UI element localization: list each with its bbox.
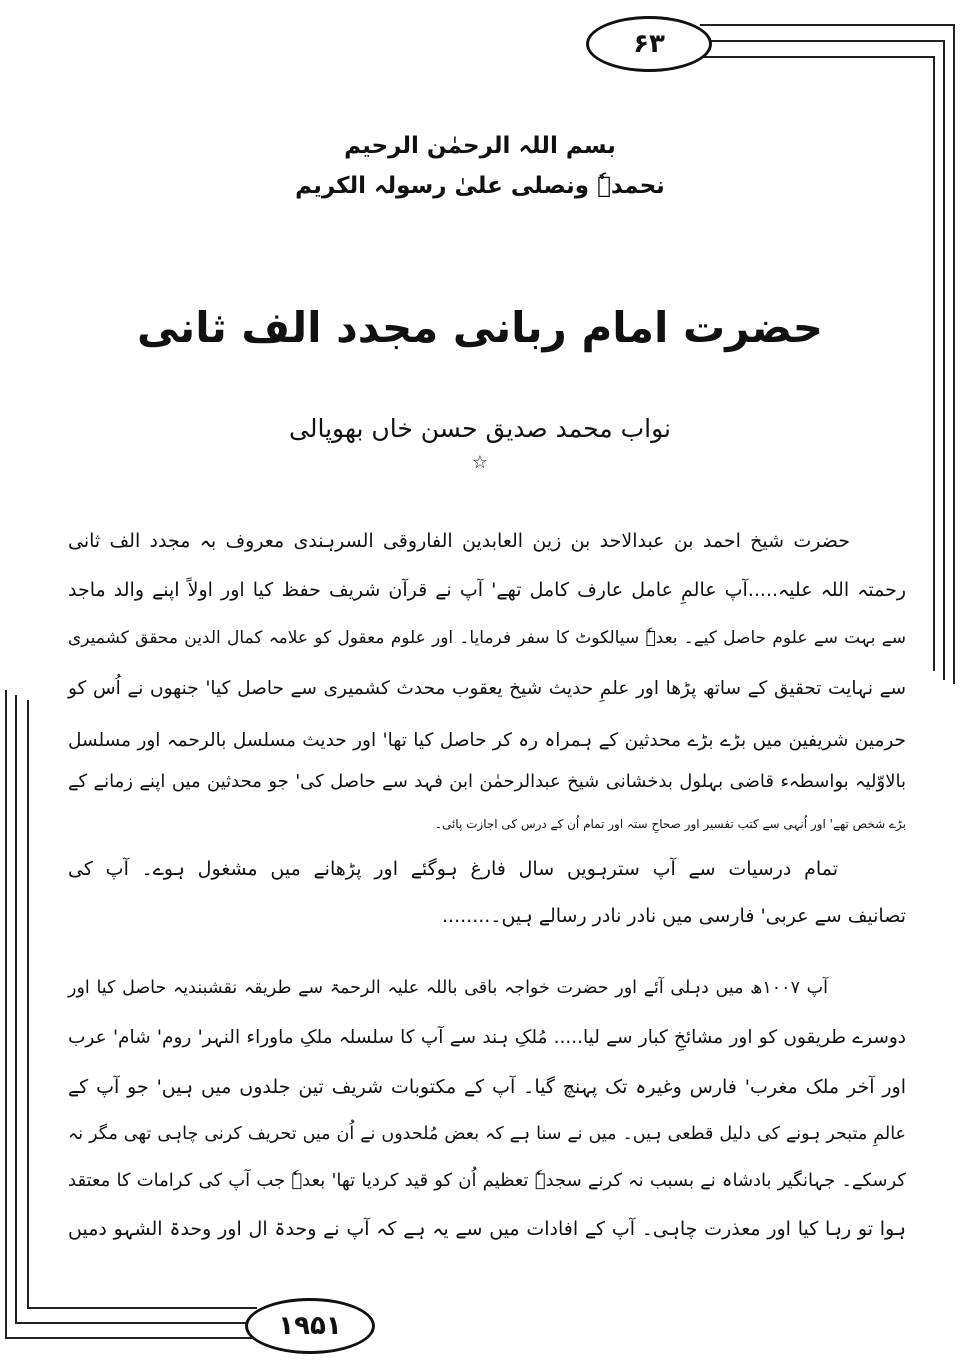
page-number-bottom-text: ۱۹۵۱ (278, 1311, 342, 1341)
frame-line (27, 700, 29, 1308)
text-line: سے نہایت تحقیق کے ساتھ پڑھا اور علمِ حدیث شیخ یعقوب محدث کشمیری سے حاصل کیا' جنھوں نے اُس کو (68, 678, 906, 699)
text-line: ہوا تو رہا کیا اور معذرت چاہی۔ آپ کے افادات میں سے یہ ہے کہ آپ نے وحدۃ ال اور وحدۃ الشہو دمیں (68, 1218, 906, 1240)
page-number-top-text: ۶۳ (633, 29, 665, 59)
page-number-top (586, 16, 712, 72)
text-line: تصانیف سے عربی' فارسی میں نادر نادر رسالے ہیں۔........ (442, 905, 906, 927)
text-line: بڑے شخص تھے' اور اُنہی سے کتب تفسیر اور صحاحِ ستہ اور تمام اُن کے درس کی اجازت پائی۔ (434, 817, 906, 831)
frame-line (5, 690, 7, 1338)
frame-line (15, 695, 17, 1323)
author: نواب محمد صدیق حسن خاں بھوپالی (289, 414, 671, 443)
page-title: حضرت امام ربانی مجدد الف ثانی (136, 303, 824, 352)
star-separator: ☆ (471, 452, 489, 473)
text-line: کرسکے۔ جہانگیر بادشاہ نے بسبب نہ کرنے سجدہٗ تعظیم اُن کو قید کردیا تھا' بعدہٗ جب آپ کی کرامات کا معتقد (68, 1170, 906, 1191)
frame-line (700, 24, 955, 26)
frame-line (15, 1322, 250, 1324)
text-line: رحمتہ اللہ علیہ.....آپ عالمِ عامل عارف کامل تھے' آپ نے قرآن شریف حفظ کیا اور اولاً اپنے والد ماجد (68, 579, 906, 601)
page-number-bottom (245, 1298, 375, 1354)
text-line: سے بہت سے علوم حاصل کیے۔ بعدہٗ سیالکوٹ کا سفر فرمایا۔ اور علوم معقول کو علامہ کمال الدین محقق کشمیری (68, 628, 906, 648)
bismillah: بسم اللہ الرحمٰن الرحیم (344, 133, 616, 159)
text-line: عالمِ متبحر ہونے کی دلیل قطعی ہیں۔ میں نے سنا ہے کہ بعض مُلحدوں نے اُن میں تحریف کرنی چاہی تھی مگر نہ (68, 1124, 906, 1144)
frame-line (27, 1307, 257, 1309)
frame-line (5, 1337, 255, 1339)
frame-line (705, 40, 945, 42)
text-line: تمام درسیات سے آپ سترہویں سال فارغ ہوگئے اور پڑھانے میں مشغول ہوے۔ آپ کی (68, 858, 838, 880)
text-line: حضرت شیخ احمد بن عبدالاحد بن زین العابدین الفاروقی السرہندی معروف بہ مجدد الف ثانی (68, 530, 850, 552)
frame-line (953, 24, 955, 684)
text-line: آپ ۱۰۰۷ھ میں دہلی آئے اور حضرت خواجہ باقی باللہ علیہ الرحمۃ سے طریقہ نقشبندیہ حاصل کیا اور (68, 978, 829, 998)
invocation-line: نحمدہٗ ونصلی علیٰ رسولہ الکریم (295, 173, 665, 199)
frame-line (700, 56, 935, 58)
text-line: حرمین شریفین میں بڑے بڑے محدثین کے ہمراہ رہ کر حاصل کیا تھا' اور حدیث مسلسل بالرحمہ اور مسلسل (68, 730, 906, 751)
text-line: اور آخر ملک مغرب' فارس وغیرہ تک پہنچ گیا۔ آپ کے مکتوبات شریف تین جلدوں میں ہیں' جو آپ کے (68, 1076, 906, 1098)
text-line: دوسرے طریقوں کو اور مشائخِ کبار سے لیا..... مُلکِ ہند سے آپ کا سلسلہ ملکِ ماوراء النہر' روم' شام' عرب (68, 1027, 906, 1048)
text-line: بالاوّلیہ بواسطہء قاضی بہلول بدخشانی شیخ عبدالرحمٰن ابن فہد سے حاصل کی' جو محدثین میں اپنے زمانے کے (68, 771, 906, 792)
